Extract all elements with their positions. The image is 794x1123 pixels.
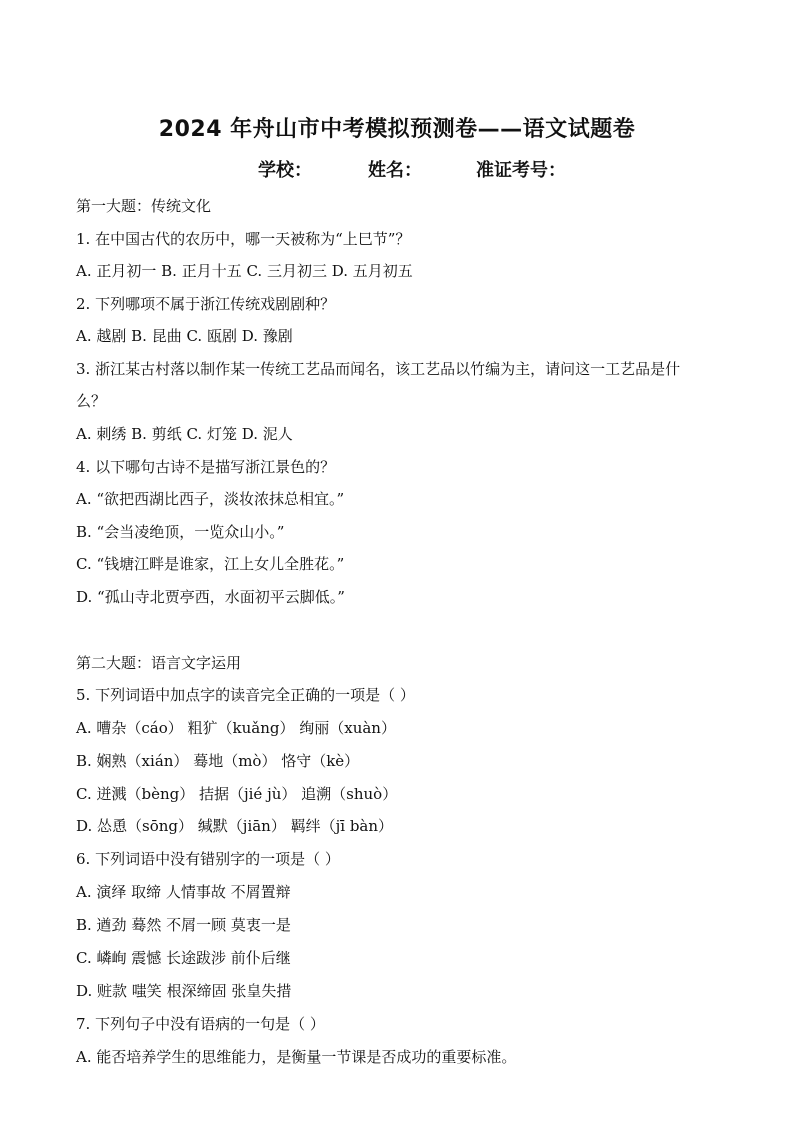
school-label: 学校： xyxy=(258,160,312,181)
question-2: 2. 下列哪项不属于浙江传统戏剧剧种？ xyxy=(76,295,336,313)
section2-heading: 第二大题：语言文字运用 xyxy=(76,654,242,672)
question-4-option-a: A. “欲把西湖比西子，淡妆浓抹总相宜。” xyxy=(76,490,345,508)
question-7: 7. 下列句子中没有语病的一句是（ ） xyxy=(76,1015,325,1033)
question-5-option-a: A. 嘈杂（cáo） 粗犷（kuǎng） 绚丽（xuàn） xyxy=(76,719,396,737)
page-title: 2024 年舟山市中考模拟预测卷——语文试题卷 xyxy=(158,117,636,142)
question-4-option-c: C. “钱塘江畔是谁家，江上女儿全胜花。” xyxy=(76,555,345,573)
exam-number-label: 准证考号： xyxy=(476,160,566,181)
question-3-line2: 么？ xyxy=(76,392,107,410)
question-1: 1. 在中国古代的农历中，哪一天被称为“上巳节”？ xyxy=(76,230,411,248)
question-5-option-c: C. 迸溅（bèng） 拮据（jié jù） 追溯（shuò） xyxy=(76,785,398,803)
question-6-option-b: B. 遒劲 蓦然 不屑一顾 莫衷一是 xyxy=(76,916,291,934)
section1-heading: 第一大题：传统文化 xyxy=(76,197,212,215)
question-4: 4. 以下哪句古诗不是描写浙江景色的？ xyxy=(76,458,336,476)
question-7-option-a: A. 能否培养学生的思维能力，是衡量一节课是否成功的重要标准。 xyxy=(76,1048,517,1066)
question-5: 5. 下列词语中加点字的读音完全正确的一项是（ ） xyxy=(76,686,415,704)
question-6-option-d: D. 赃款 嗤笑 根深缔固 张皇失措 xyxy=(76,982,292,1000)
question-3-options: A. 刺绣 B. 剪纸 C. 灯笼 D. 泥人 xyxy=(76,425,293,443)
question-5-option-b: B. 娴熟（xián） 蓦地（mò） 恪守（kè） xyxy=(76,752,360,770)
question-6-option-c: C. 嶙峋 震憾 长途跋涉 前仆后继 xyxy=(76,949,291,967)
question-5-option-d: D. 怂恿（sōng） 缄默（jiān） 羁绊（jī bàn） xyxy=(76,817,394,835)
question-1-options: A. 正月初一 B. 正月十五 C. 三月初三 D. 五月初五 xyxy=(76,262,413,280)
question-6: 6. 下列词语中没有错别字的一项是（ ） xyxy=(76,850,340,868)
question-2-options: A. 越剧 B. 昆曲 C. 瓯剧 D. 豫剧 xyxy=(76,327,293,345)
question-3-line1: 3. 浙江某古村落以制作某一传统工艺品而闻名，该工艺品以竹编为主，请问这一工艺品是什 xyxy=(76,360,681,378)
question-4-option-d: D. “孤山寺北贾亭西，水面初平云脚低。” xyxy=(76,588,345,606)
name-label: 姓名： xyxy=(368,160,422,181)
question-4-option-b: B. “会当凌绝顶，一览众山小。” xyxy=(76,523,285,541)
question-6-option-a: A. 演绎 取缔 人情事故 不屑置辩 xyxy=(76,883,291,901)
